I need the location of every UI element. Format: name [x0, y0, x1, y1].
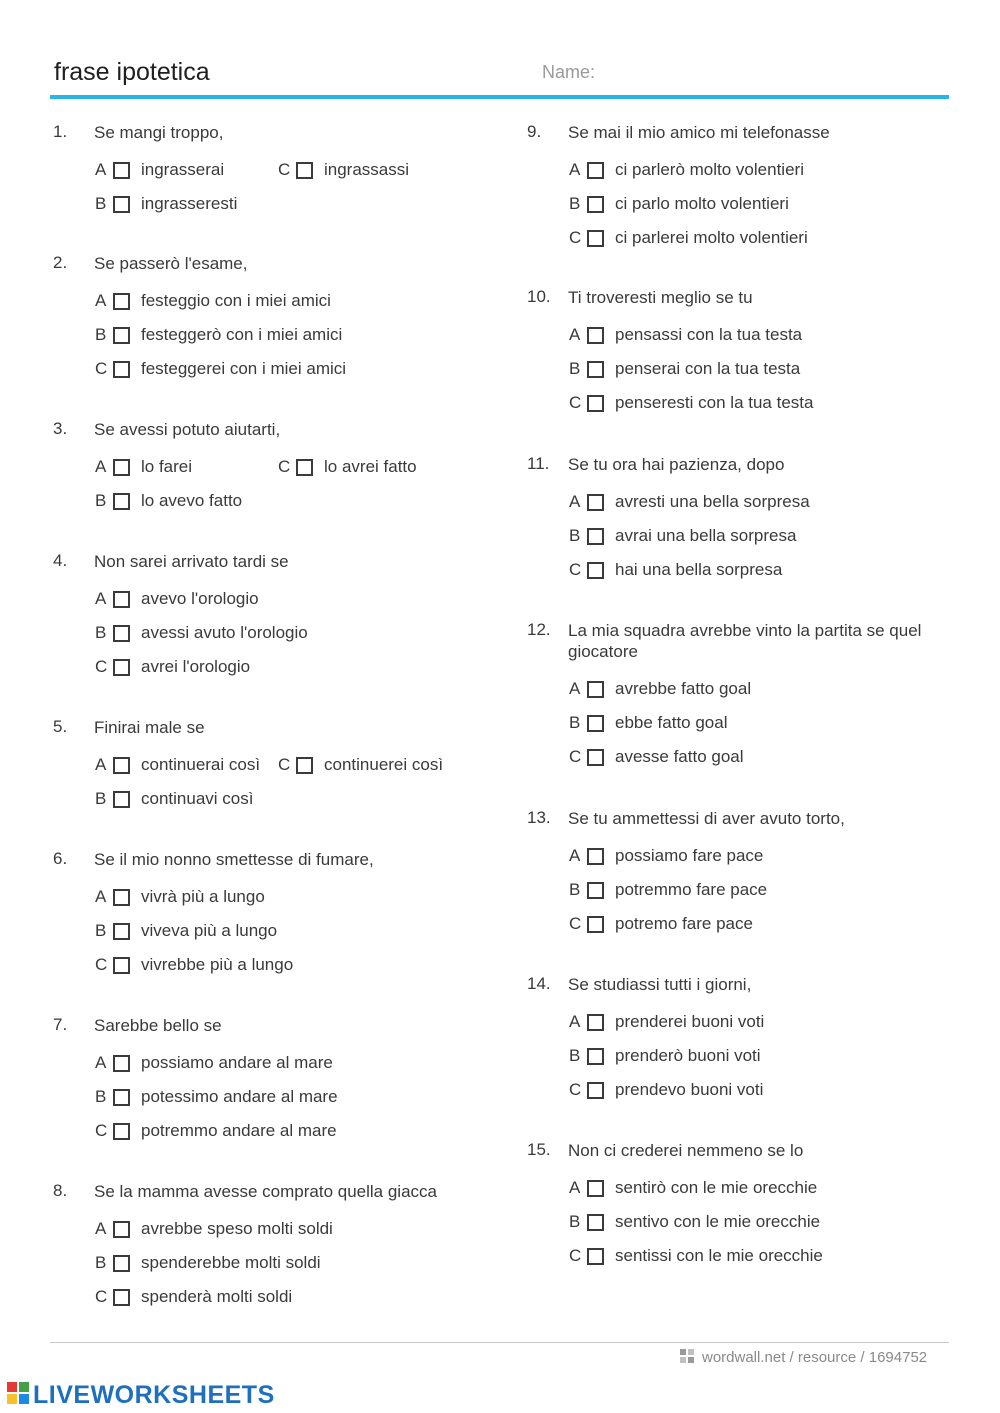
question-text: Se avessi potuto aiutarti,	[94, 420, 281, 439]
question-text: Finirai male se	[94, 718, 205, 737]
option-text: spenderebbe molti soldi	[141, 1253, 321, 1272]
option-text: ingrasseresti	[141, 194, 238, 213]
option-text: continuavi così	[141, 789, 254, 808]
option-letter: B	[569, 1212, 581, 1231]
option-letter: B	[95, 325, 107, 344]
question-number: 2.	[53, 253, 68, 272]
question-number: 8.	[53, 1181, 68, 1200]
option-letter: A	[95, 589, 107, 608]
option-checkbox[interactable]	[587, 230, 604, 247]
option-text: ci parlo molto volentieri	[615, 194, 789, 213]
option-text: avrai una bella sorpresa	[615, 526, 797, 545]
option-letter: C	[278, 457, 291, 476]
footer-source-text: wordwall.net / resource / 1694752	[702, 1349, 928, 1366]
option-checkbox[interactable]	[587, 681, 604, 698]
option-checkbox[interactable]	[113, 493, 130, 510]
option-checkbox[interactable]	[587, 916, 604, 933]
option-letter: C	[569, 228, 582, 247]
option-checkbox[interactable]	[113, 1255, 130, 1272]
option-text: festeggerò con i miei amici	[141, 325, 343, 344]
question-number: 13.	[527, 808, 551, 827]
option-checkbox[interactable]	[113, 923, 130, 940]
option-letter: C	[569, 1246, 582, 1265]
option-letter: C	[569, 1080, 582, 1099]
question-number: 11.	[527, 454, 550, 473]
option-letter: C	[569, 560, 582, 579]
option-letter: C	[569, 393, 582, 412]
option-letter: A	[569, 160, 581, 179]
option-checkbox[interactable]	[113, 591, 130, 608]
option-letter: A	[569, 846, 581, 865]
liveworksheets-icon	[7, 1382, 31, 1406]
option-letter: C	[95, 1121, 108, 1140]
question-number: 5.	[53, 717, 68, 736]
option-text: sentirò con le mie orecchie	[615, 1178, 818, 1197]
worksheet-header	[50, 55, 949, 99]
question-text: La mia squadra avrebbe vinto la partita se quel giocatore	[568, 621, 922, 661]
option-text: ci parlerò molto volentieri	[615, 160, 804, 179]
option-text: vivrebbe più a lungo	[141, 955, 294, 974]
option-text: sentissi con le mie orecchie	[615, 1246, 823, 1265]
option-text: lo avevo fatto	[141, 491, 243, 510]
option-letter: B	[569, 526, 581, 545]
option-letter: C	[569, 914, 582, 933]
question-text: Se tu ammettessi di aver avuto torto,	[568, 809, 845, 828]
option-letter: A	[569, 679, 581, 698]
question-text: Non sarei arrivato tardi se	[94, 552, 289, 571]
option-text: potremo fare pace	[615, 914, 753, 933]
option-letter: A	[95, 755, 107, 774]
option-checkbox[interactable]	[113, 293, 130, 310]
option-checkbox[interactable]	[113, 791, 130, 808]
question-text: Se studiassi tutti i giorni,	[568, 975, 752, 994]
option-text: avrebbe speso molti soldi	[141, 1219, 333, 1238]
option-checkbox[interactable]	[113, 1123, 130, 1140]
option-checkbox[interactable]	[587, 494, 604, 511]
option-letter: B	[95, 1253, 107, 1272]
option-checkbox[interactable]	[113, 459, 130, 476]
option-checkbox[interactable]	[587, 1214, 604, 1231]
option-checkbox[interactable]	[587, 882, 604, 899]
option-letter: B	[569, 1046, 581, 1065]
option-letter: C	[95, 955, 108, 974]
option-letter: A	[95, 160, 107, 179]
footer-source	[680, 1349, 927, 1366]
question-number: 9.	[527, 122, 542, 141]
question-text: Ti troveresti meglio se tu	[568, 288, 753, 307]
option-text: penserai con la tua testa	[615, 359, 801, 378]
option-letter: B	[95, 1087, 107, 1106]
option-checkbox[interactable]	[587, 162, 604, 179]
option-letter: A	[569, 492, 581, 511]
option-checkbox[interactable]	[113, 1055, 130, 1072]
option-letter: B	[569, 880, 581, 899]
option-letter: C	[95, 1287, 108, 1306]
question-text: Se la mamma avesse comprato quella giacca	[94, 1182, 437, 1201]
option-text: festeggio con i miei amici	[141, 291, 331, 310]
option-text: sentivo con le mie orecchie	[615, 1212, 821, 1231]
option-letter: C	[278, 160, 291, 179]
option-text: avrebbe fatto goal	[615, 679, 752, 698]
question-number: 1.	[53, 122, 68, 141]
option-checkbox[interactable]	[587, 1048, 604, 1065]
question-text: Se il mio nonno smettesse di fumare,	[94, 850, 374, 869]
option-checkbox[interactable]	[113, 659, 130, 676]
option-checkbox[interactable]	[587, 1248, 604, 1265]
option-checkbox[interactable]	[587, 1082, 604, 1099]
question-number: 12.	[527, 620, 551, 639]
question-text: Se mangi troppo,	[94, 123, 224, 142]
option-text: ingrasserai	[141, 160, 225, 179]
option-checkbox[interactable]	[587, 528, 604, 545]
wordwall-grid-icon	[680, 1349, 695, 1364]
option-checkbox[interactable]	[113, 957, 130, 974]
option-checkbox[interactable]	[587, 361, 604, 378]
option-letter: A	[569, 1012, 581, 1031]
question-text: Se passerò l'esame,	[94, 254, 248, 273]
question-number: 6.	[53, 849, 68, 868]
option-text: prenderò buoni voti	[615, 1046, 761, 1065]
footer-divider	[50, 1342, 949, 1343]
question-number: 4.	[53, 551, 68, 570]
question-number: 14.	[527, 974, 551, 993]
option-letter: B	[569, 713, 581, 732]
option-text: lo farei	[141, 457, 193, 476]
option-letter: C	[278, 755, 291, 774]
option-checkbox[interactable]	[113, 196, 130, 213]
option-checkbox[interactable]	[113, 361, 130, 378]
option-checkbox[interactable]	[296, 162, 313, 179]
option-letter: A	[95, 1053, 107, 1072]
option-text: potremmo fare pace	[615, 880, 768, 899]
option-letter: C	[95, 359, 108, 378]
option-text: lo avrei fatto	[324, 457, 417, 476]
option-letter: B	[95, 789, 107, 808]
option-letter: B	[95, 623, 107, 642]
option-text: avrei l'orologio	[141, 657, 251, 676]
option-checkbox[interactable]	[296, 757, 313, 774]
option-checkbox[interactable]	[113, 889, 130, 906]
question-text: Non ci crederei nemmeno se lo	[568, 1141, 804, 1160]
option-text: possiamo andare al mare	[141, 1053, 333, 1072]
option-letter: C	[569, 747, 582, 766]
option-checkbox[interactable]	[113, 1089, 130, 1106]
option-letter: A	[95, 887, 107, 906]
option-text: avresti una bella sorpresa	[615, 492, 810, 511]
option-checkbox[interactable]	[587, 749, 604, 766]
option-checkbox[interactable]	[113, 1221, 130, 1238]
liveworksheets-logo	[7, 1381, 275, 1410]
option-text: ebbe fatto goal	[615, 713, 728, 732]
option-text: avesse fatto goal	[615, 747, 744, 766]
option-checkbox[interactable]	[587, 562, 604, 579]
option-text: ci parlerei molto volentieri	[615, 228, 808, 247]
option-letter: A	[95, 457, 107, 476]
liveworksheets-wordmark: LIVEWORKSHEETS	[33, 1381, 275, 1409]
option-text: potessimo andare al mare	[141, 1087, 338, 1106]
option-letter: B	[95, 194, 107, 213]
question-text: Se mai il mio amico mi telefonasse	[568, 123, 830, 142]
option-checkbox[interactable]	[587, 848, 604, 865]
option-letter: A	[569, 1178, 581, 1197]
option-text: ingrassassi	[324, 160, 410, 179]
option-checkbox[interactable]	[587, 327, 604, 344]
option-text: continuerai così	[141, 755, 261, 774]
option-checkbox[interactable]	[587, 196, 604, 213]
option-letter: B	[95, 921, 107, 940]
question-text: Sarebbe bello se	[94, 1016, 222, 1035]
option-text: spenderà molti soldi	[141, 1287, 293, 1306]
option-checkbox[interactable]	[587, 395, 604, 412]
option-text: penseresti con la tua testa	[615, 393, 814, 412]
worksheet-title: frase ipotetica	[54, 58, 210, 86]
option-letter: A	[569, 325, 581, 344]
option-text: avessi avuto l'orologio	[141, 623, 308, 642]
name-label: Name:	[542, 62, 596, 82]
question-number: 3.	[53, 419, 68, 438]
option-checkbox[interactable]	[113, 162, 130, 179]
option-text: hai una bella sorpresa	[615, 560, 783, 579]
option-checkbox[interactable]	[113, 625, 130, 642]
question-number: 15.	[527, 1140, 551, 1159]
option-text: prendevo buoni voti	[615, 1080, 764, 1099]
option-letter: B	[569, 359, 581, 378]
option-checkbox[interactable]	[587, 1180, 604, 1197]
question-text: Se tu ora hai pazienza, dopo	[568, 455, 785, 474]
option-checkbox[interactable]	[296, 459, 313, 476]
option-text: viveva più a lungo	[141, 921, 278, 940]
option-text: festeggerei con i miei amici	[141, 359, 347, 378]
option-letter: C	[95, 657, 108, 676]
option-letter: A	[95, 291, 107, 310]
option-text: avevo l'orologio	[141, 589, 259, 608]
option-checkbox[interactable]	[587, 715, 604, 732]
option-text: prenderei buoni voti	[615, 1012, 765, 1031]
option-letter: B	[95, 491, 107, 510]
option-checkbox[interactable]	[113, 757, 130, 774]
option-checkbox[interactable]	[113, 1289, 130, 1306]
option-checkbox[interactable]	[587, 1014, 604, 1031]
option-letter: B	[569, 194, 581, 213]
option-checkbox[interactable]	[113, 327, 130, 344]
option-text: vivrà più a lungo	[141, 887, 265, 906]
option-letter: A	[95, 1219, 107, 1238]
question-number: 10.	[527, 287, 551, 306]
question-number: 7.	[53, 1015, 68, 1034]
option-text: continuerei così	[324, 755, 444, 774]
option-text: potremmo andare al mare	[141, 1121, 337, 1140]
option-text: pensassi con la tua testa	[615, 325, 803, 344]
option-text: possiamo fare pace	[615, 846, 764, 865]
